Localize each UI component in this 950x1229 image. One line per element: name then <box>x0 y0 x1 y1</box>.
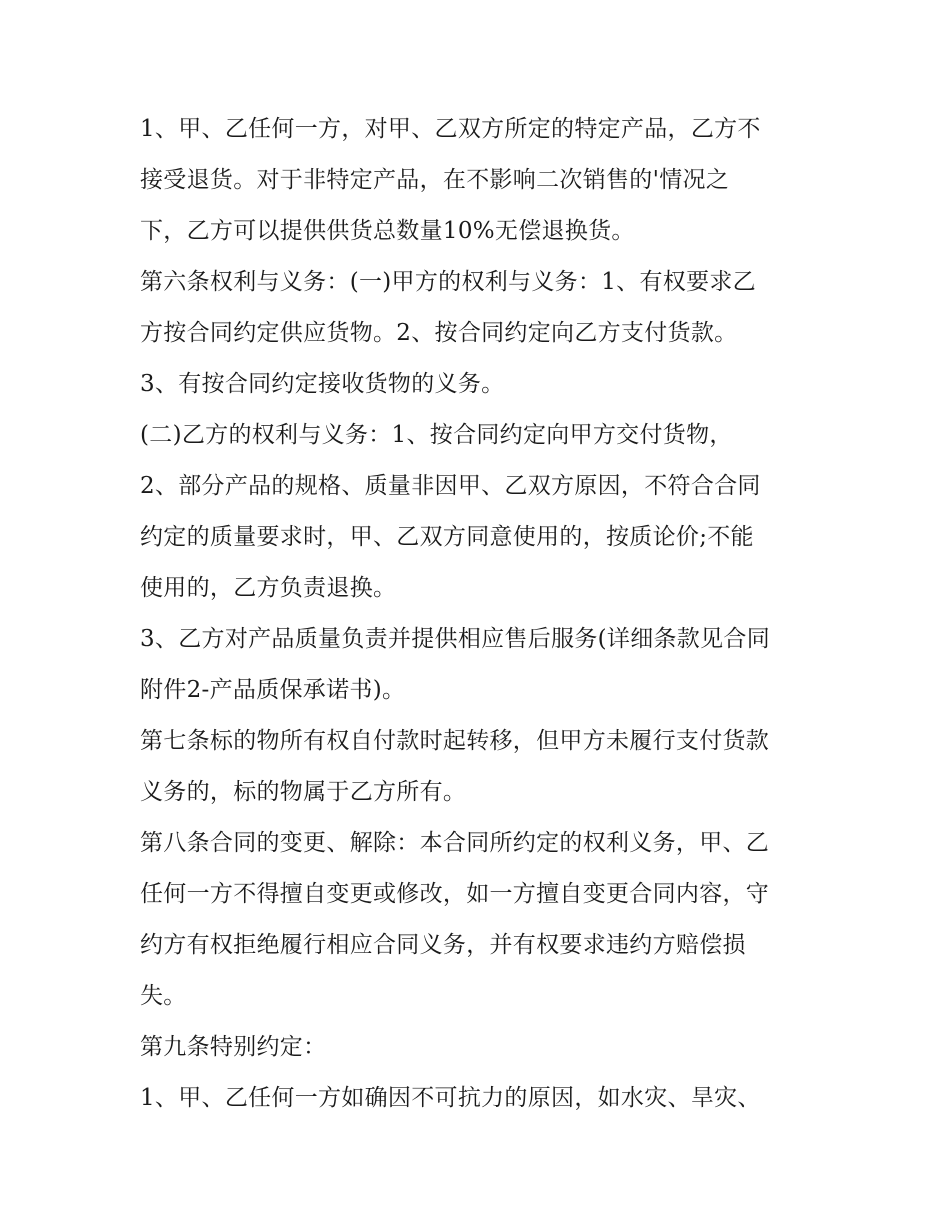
text-line: 3、有按合同约定接收货物的义务。 <box>140 371 505 397</box>
text-line: 第八条合同的变更、解除：本合同所约定的权利义务，甲、乙 <box>140 830 770 856</box>
text-line: 义务的，标的物属于乙方所有。 <box>140 779 467 805</box>
text-line: 失。 <box>140 983 187 1009</box>
document-body <box>140 104 830 1124</box>
text-line: 方按合同约定供应货物。2、按合同约定向乙方支付货款。 <box>140 320 738 346</box>
text-line: 下，乙方可以提供供货总数量10%无偿退换货。 <box>140 218 635 244</box>
text-line: 约定的质量要求时，甲、乙双方同意使用的，按质论价;不能 <box>140 524 754 550</box>
text-line: 附件2-产品质保承诺书)。 <box>140 677 406 703</box>
text-line: 第九条特别约定： <box>140 1034 327 1060</box>
text-line: 使用的，乙方负责退换。 <box>140 575 397 601</box>
text-line: 3、乙方对产品质量负责并提供相应售后服务(详细条款见合同 <box>140 626 771 652</box>
text-line: 第七条标的物所有权自付款时起转移，但甲方未履行支付货款 <box>140 728 770 754</box>
text-line: 任何一方不得擅自变更或修改，如一方擅自变更合同内容，守 <box>140 881 770 907</box>
text-line: 第六条权利与义务：(一)甲方的权利与义务：1、有权要求乙 <box>140 269 756 295</box>
text-line: 接受退货。对于非特定产品，在不影响二次销售的'情况之 <box>140 167 730 193</box>
text-line: 1、甲、乙任何一方如确因不可抗力的原因，如水灾、旱灾、 <box>140 1085 761 1111</box>
text-line: (二)乙方的权利与义务：1、按合同约定向甲方交付货物， <box>140 422 733 448</box>
text-line: 约方有权拒绝履行相应合同义务，并有权要求违约方赔偿损 <box>140 932 746 958</box>
text-line: 2、部分产品的规格、质量非因甲、乙双方原因，不符合合同 <box>140 473 761 499</box>
text-line: 1、甲、乙任何一方，对甲、乙双方所定的特定产品，乙方不 <box>140 116 761 142</box>
